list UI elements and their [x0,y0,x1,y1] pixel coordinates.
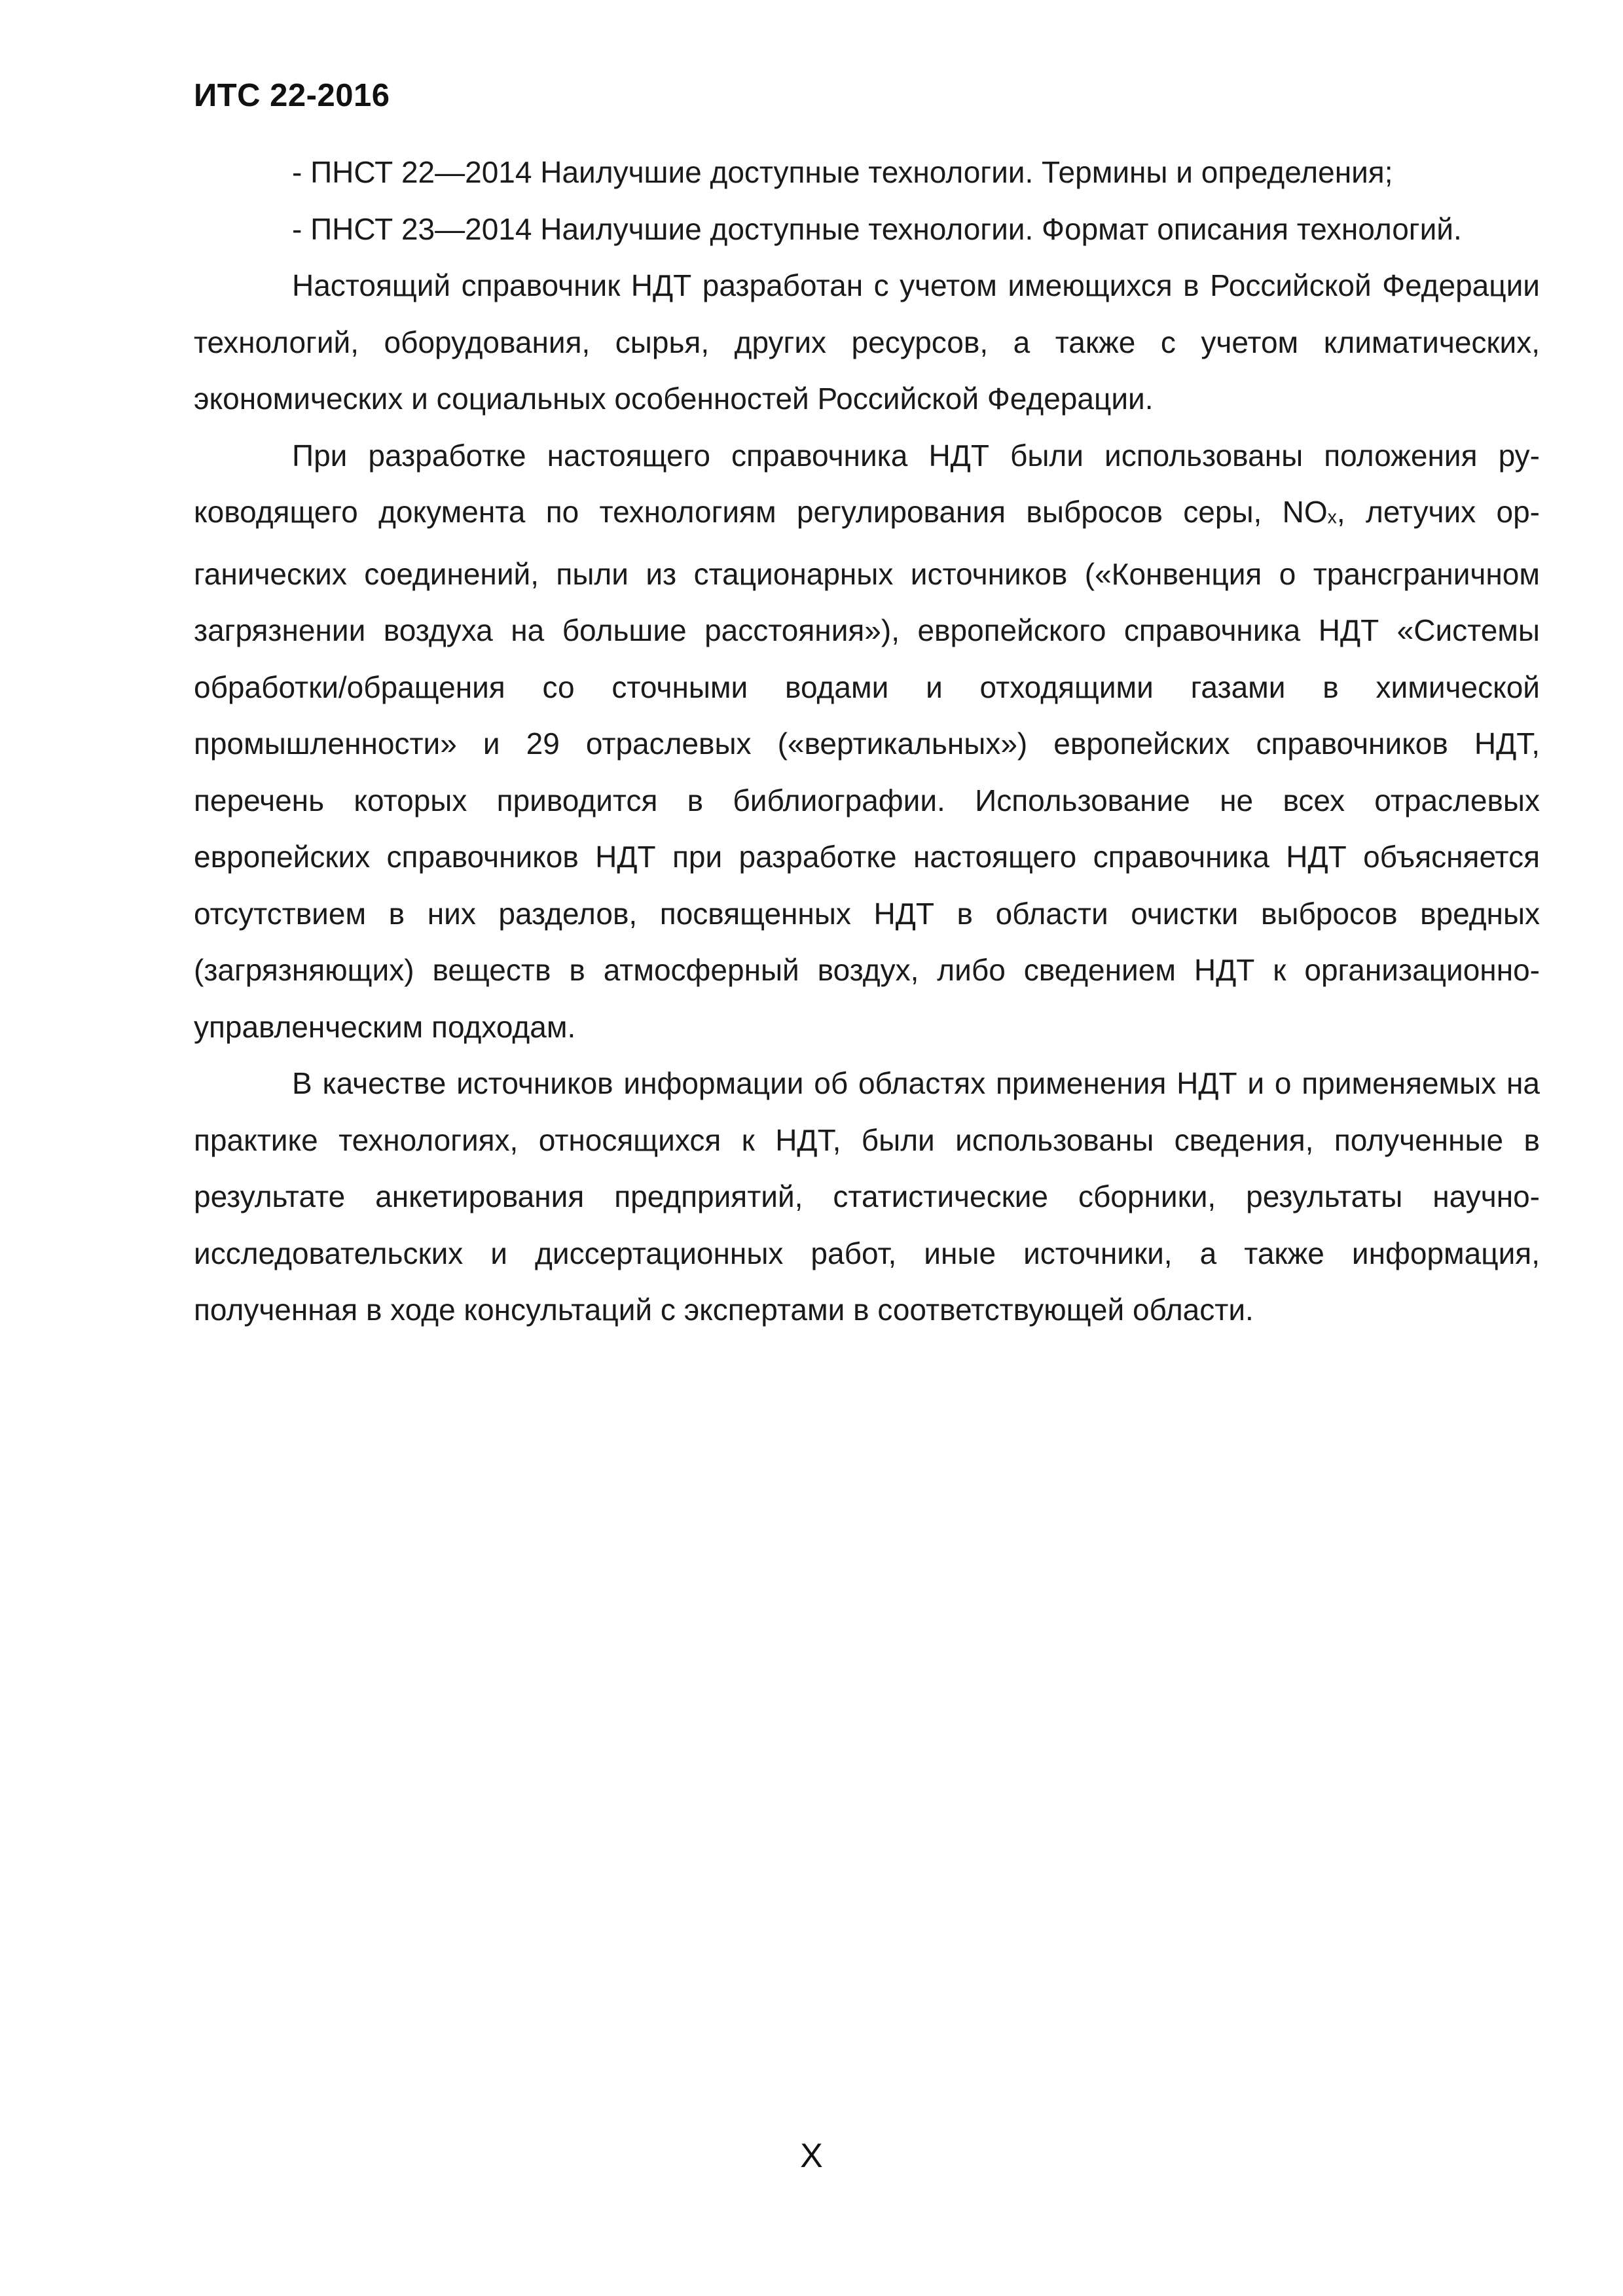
paragraph-text-part: , летучих органических соединений, пыли из стационарных источников («Конвенция о трансграничном загрязнении воздуха на большие расстояния»), европейского справочника НДТ «Системы обработки/обращения со сточными водами и отходящими газами в химической промышленности» и 29 отраслевых («вертикальных») европейских справочников НДТ, перечень которых приводится в библиографии. Использование не всех отраслевых европейских справочников НДТ при разработке настоящего справочника НДТ объясняется отсутствием в них разделов, посвященных НДТ в области очистки выбросов вредных (загрязняющих) веществ в атмосферный воздух, либо сведением НДТ к организационно-управленческим подходам. [194,495,1540,1044]
paragraph-reference-basis: Настоящий справочник НДТ разработан с учетом имеющихся в Российской Федерации технологий, оборудования, сырья, других ресурсов, а также с учетом климатических, экономических и социальных особенностей Российской Федерации. [194,268,1540,416]
body-text [194,144,1540,1338]
page-number: X [800,2137,823,2175]
document-code-header: ИТС 22-2016 [194,78,390,113]
paragraph-text-part: При разработке настоящего справочника НДТ были использованы положения руководящего документа по технологиям регулирования выбросов серы, NO [194,438,1540,529]
paragraph-standard-pnst-23: - ПНСТ 23—2014 Наилучшие доступные технологии. Формат описания технологий. [292,211,1462,246]
paragraph-information-sources: В качестве источников информации об областях применения НДТ и о применяемых на практике технологиях, относящихся к НДТ, были использованы сведения, полученные в результате анкетирования предприятий, статистические сборники, результаты научно-исследовательских и диссертационных работ, иные источники, а также информация, полученная в ходе консультаций с экспертами в соответствующей области. [194,1066,1540,1327]
paragraph-development-sources [194,427,1540,1056]
nox-subscript: x [1327,507,1337,528]
paragraph-standard-pnst-22: - ПНСТ 22—2014 Наилучшие доступные технологии. Термины и определения; [292,155,1393,189]
